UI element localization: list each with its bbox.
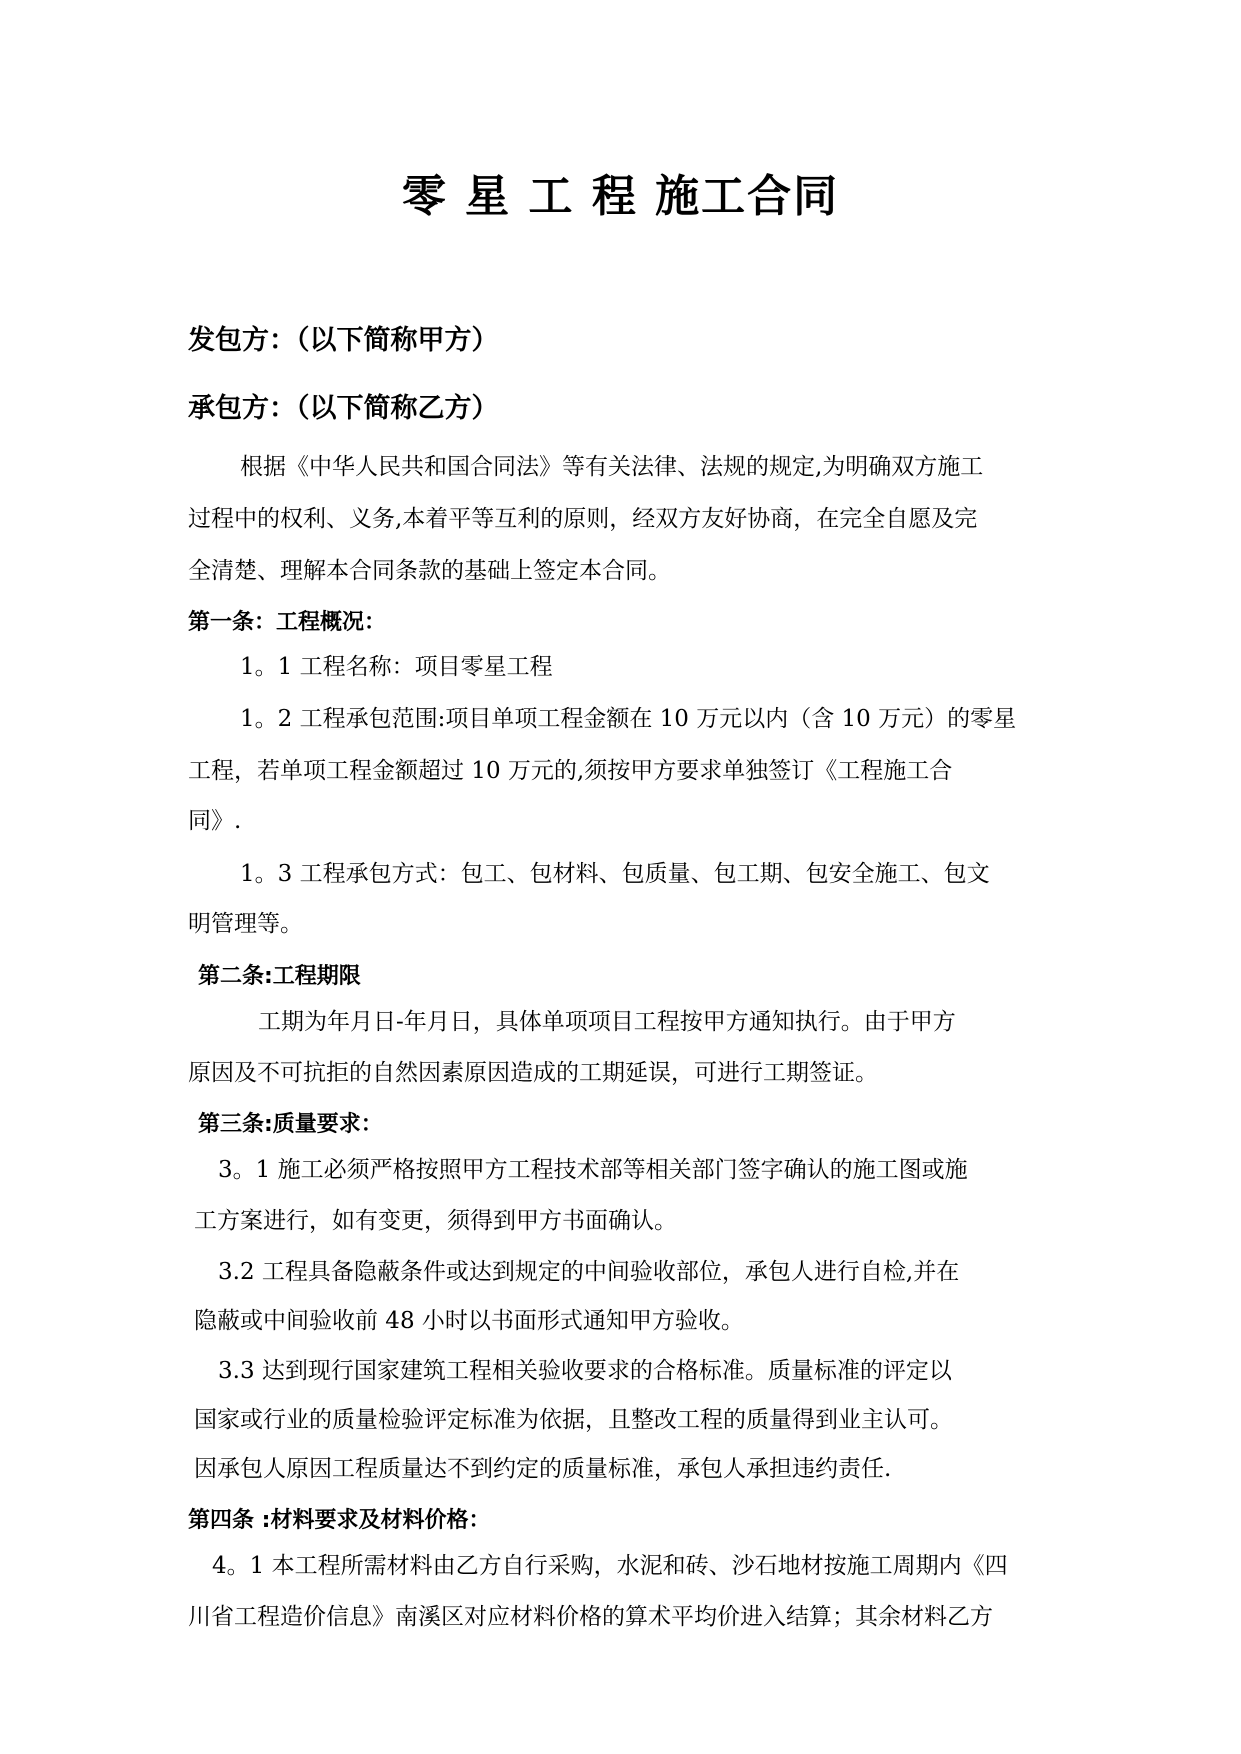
article-3-line: 3.3 达到现行国家建筑工程相关验收要求的合格标准。质量标准的评定以 <box>218 1358 952 1384</box>
article-1-line: 工程，若单项工程金额超过 10 万元的,须按甲方要求单独签订《工程施工合 <box>188 758 953 784</box>
article-2-line: 工期为年月日-年月日，具体单项项目工程按甲方通知执行。由于甲方 <box>258 1009 956 1035</box>
article-1-heading: 第一条：工程概况： <box>188 610 387 635</box>
contractor-line: 承包方：（以下简称乙方） <box>188 393 499 424</box>
article-3-line: 隐蔽或中间验收前 48 小时以书面形式通知甲方验收。 <box>194 1308 744 1334</box>
article-4-line: 4。1 本工程所需材料由乙方自行采购，水泥和砖、沙石地材按施工周期内《四 <box>212 1553 1008 1579</box>
preamble-line: 过程中的权利、义务,本着平等互利的原则，经双方友好协商，在完全自愿及完 <box>188 506 978 532</box>
article-1-line: 明管理等。 <box>188 911 303 937</box>
article-2-line: 原因及不可抗拒的自然因素原因造成的工期延误，可进行工期签证。 <box>188 1060 878 1086</box>
article-4-heading: 第四条 :材料要求及材料价格： <box>188 1508 491 1533</box>
article-3-line: 工方案进行，如有变更，须得到甲方书面确认。 <box>194 1208 677 1234</box>
article-1-line: 1。1 工程名称：项目零星工程 <box>240 654 553 680</box>
preamble-line: 根据《中华人民共和国合同法》等有关法律、法规的规定,为明确双方施工 <box>240 454 984 480</box>
employer-line: 发包方：（以下简称甲方） <box>188 325 499 356</box>
article-1-line: 1。2 工程承包范围:项目单项工程金额在 10 万元以内（含 10 万元）的零星 <box>240 706 1017 732</box>
article-1-line: 1。3 工程承包方式：包工、包材料、包质量、包工期、包安全施工、包文 <box>240 861 990 887</box>
document-title: 零 星 工 程 施工合同 <box>401 171 840 222</box>
article-3-line: 国家或行业的质量检验评定标准为依据，且整改工程的质量得到业主认可。 <box>194 1407 953 1433</box>
article-3-heading: 第三条:质量要求： <box>198 1112 383 1137</box>
article-4-line: 川省工程造价信息》南溪区对应材料价格的算术平均价进入结算；其余材料乙方 <box>188 1604 993 1630</box>
article-3-line: 因承包人原因工程质量达不到约定的质量标准，承包人承担违约责任. <box>194 1456 892 1482</box>
article-3-line: 3.2 工程具备隐蔽条件或达到规定的中间验收部位，承包人进行自检,并在 <box>218 1259 960 1285</box>
article-3-line: 3。1 施工必须严格按照甲方工程技术部等相关部门签字确认的施工图或施 <box>218 1157 968 1183</box>
article-1-line: 同》. <box>188 808 242 834</box>
article-2-heading: 第二条:工程期限 <box>198 964 361 989</box>
preamble-line: 全清楚、理解本合同条款的基础上签定本合同。 <box>188 558 671 584</box>
